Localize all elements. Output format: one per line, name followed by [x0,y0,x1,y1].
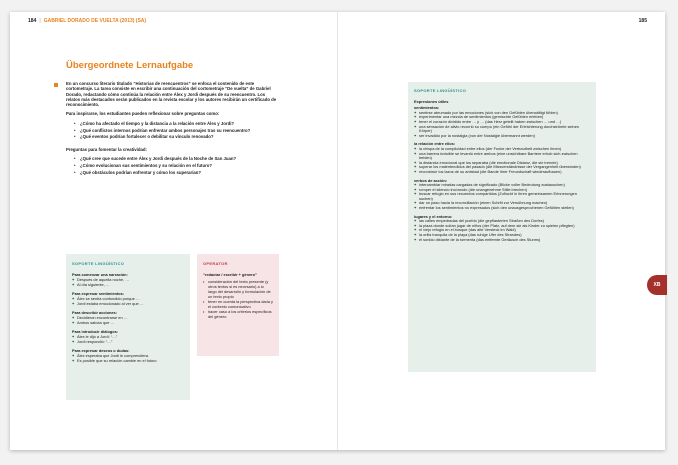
page-gutter [337,12,338,450]
list-item: • consideración del texto presente (y otros textos si es necesario) a lo largo del desarrollo y formulación de un texto propio [203,279,273,299]
right-page-number: 185 [638,18,647,24]
phrase-list [72,334,184,344]
useful-expressions-box [408,82,596,372]
section-heading: la relación entre ellos: [414,141,456,147]
list-item: + Al día siguiente, … [72,282,184,287]
list-item: + sentirse abrumado por las emociones (sich von den Gefühlen überwältigt fühlen) [414,111,590,116]
list-item: + Es posible que su relación cambie en el futuro [72,358,184,363]
phrase-list [72,296,184,306]
list-item: + enfrentar los sentimientos no expresados (sich den unausgesprochenen Gefühlen stellen) [414,206,590,211]
list-item: • hacer caso a los criterios específicos del género [203,309,273,319]
operator-heading: “redactar / escribir + género” [203,272,257,277]
list-item: • ¿Qué cree que sucede entre Álex y Jordi después de la Noche de San Juan? [74,156,280,161]
operator-list [203,279,273,319]
list-item: + Álex se sentía confundido porque … [72,296,184,301]
left-running-header: 184 | GABRIEL DORADO DE VUELTA (2013) (SA) [28,18,147,24]
operator-box [197,254,279,356]
book-spread [10,12,665,450]
list-item: + la distancia emocional que los separaba (die emotionale Distanz, die sie trennte) [414,161,590,166]
list-item: • ¿Cómo evolucionan sus sentimientos y su relación en el futuro? [74,163,280,168]
list-item: + romper el silencio incómodo (die unangenehme Stille brechen) [414,188,590,193]
section-heading: Para expresar sentimientos: [72,291,125,296]
list-item: + intercambiar miradas cargadas de significado (Blicke voller Bedeutung austauschen) [414,183,590,188]
list-item: + el viejo refugio en el bosque (das alte Versteck im Wald) [414,228,590,233]
list-item: • ¿Cómo ha afectado el tiempo y la distancia a la relación entre Álex y Jordi? [74,121,280,126]
list-item: + Decidieron encontrarse en … [72,315,184,320]
list-item: + experimentar una mezcla de sentimientos (gemischte Gefühlen erleben) [414,115,590,120]
box-label: OPERATOR [203,261,228,266]
planning-heading: Para inspirarse, los estudiantes pueden reflexionar sobre preguntas como: [66,111,220,117]
list-item: + el sonido distante de la tormenta (das entfernte Geräusch des Sturms) [414,238,590,243]
box-label: SOPORTE LINGÜÍSTICO [72,261,125,266]
list-item: + ser invadido por la nostalgia (von der Nostalgie übermannt werden) [414,134,590,139]
section-heading: Para introducir diálogos: [72,329,119,334]
list-item: + una barrera invisible se levantó entre ambos (eine unsichtbare Barriere erhob sich zwischen beiden) [414,152,590,161]
list-item: • ¿Qué eventos podrían fortalecer o debilitar su vínculo renovado? [74,134,280,139]
list-item: + Jordi respondió: “…” [72,339,184,344]
list-item: + Ambos sabían que … [72,320,184,325]
list-item: + una sensación de alivio recorrió su cuerpo (ein Gefühl der Erleichterung durchströmte seinen Körper) [414,125,590,134]
list-item: + buscar refugio en sus recuerdos compartidos (Zuflucht in ihren gemeinsamen Erinnerungen suchen) [414,192,590,201]
list-item: + superar los malentendidos del pasado (die Missverständnisse der Vergangenheit überwinden) [414,165,590,170]
list-item: + las calles empedradas del pueblo (die gepflasterten Straßen des Dorfes) [414,219,590,224]
planning-list [74,121,280,140]
list-item: + la chispa de la complicidad entre ellos (der Funke der Vertrautheit zwischen ihnen) [414,147,590,152]
phrase-list [72,353,184,363]
language-support-box [66,254,190,400]
box-heading: Expresiones útiles [414,98,449,104]
creativity-heading: Preguntas para fomentar la creatividad: [66,146,147,152]
list-item: + tener el corazón dividido entre … y … (das Herz geteilt haben zwischen … und …) [414,120,590,125]
phrase-list [72,277,184,287]
expression-list [414,147,590,175]
list-item: + la plaza donde solían jugar de niños (der Platz, auf dem sie als Kinder zu spielen pflegten) [414,224,590,229]
author-name: GABRIEL DORADO [43,18,90,24]
section-heading: sentimientos: [414,105,440,111]
phrase-list [72,315,184,325]
expression-list [414,111,590,139]
task-intro: En un concurso literario titulado “Historias de reencuentros” se enfoca el contenido de este cortometraje. La tarea consiste en escribir una continuación del cortometraje “De vuelta” de Gabriel Dorado, redactando cómo continúa la relación entre Álex y Jordi después de su reencuentro. Los relatos más destacados serán publicados en la revista escolar y los autores recibirán un certificado de reconocimiento. [66,81,277,108]
orange-square-icon [54,83,58,87]
list-item: + la orilla tranquila de la playa (das ruhige Ufer des Strandes) [414,233,590,238]
section-heading: Para describir acciones: [72,310,117,315]
expression-list [414,183,590,211]
list-item: + Álex le dijo a Jordi: “…” [72,334,184,339]
left-page-number: 184 [28,18,37,24]
chapter-tab[interactable]: XB [647,275,667,295]
list-item: + Álex esperaba que Jordi le comprendiera. [72,353,184,358]
expression-list [414,219,590,242]
creativity-list [74,156,280,175]
list-item: + dar un paso hacia la reconciliación (einen Schritt zur Versöhnung machen) [414,201,590,206]
task-text [66,81,280,180]
section-heading: verbos de acción: [414,177,448,183]
section-heading: Para expresar deseos o dudas: [72,348,130,353]
list-item: • ¿Qué obstáculos podrían enfrentar y cómo los superarían? [74,170,280,175]
section-heading: Para comenzar una narración: [72,272,128,277]
list-item: • ¿Qué conflictos internos podrían enfrentar ambos personajes tras su reencuentro? [74,128,280,133]
book-title: DE VUELTA (2013) (SA) [91,18,147,24]
page-title: Übergeordnete Lernaufgabe [66,60,194,71]
list-item: + Jordi estaba emocionado al ver que … [72,301,184,306]
list-item: + reconstruir los lazos de su amistad (die Bande ihrer Freundschaft wiederaufbauen) [414,170,590,175]
list-item: + Después de aquella noche, … [72,277,184,282]
box-label: SOPORTE LINGÜÍSTICO [414,88,467,93]
list-item: • tener en cuenta la perspectiva dada y el contexto comunicativo [203,299,273,309]
section-heading: lugares y el entorno: [414,213,453,219]
